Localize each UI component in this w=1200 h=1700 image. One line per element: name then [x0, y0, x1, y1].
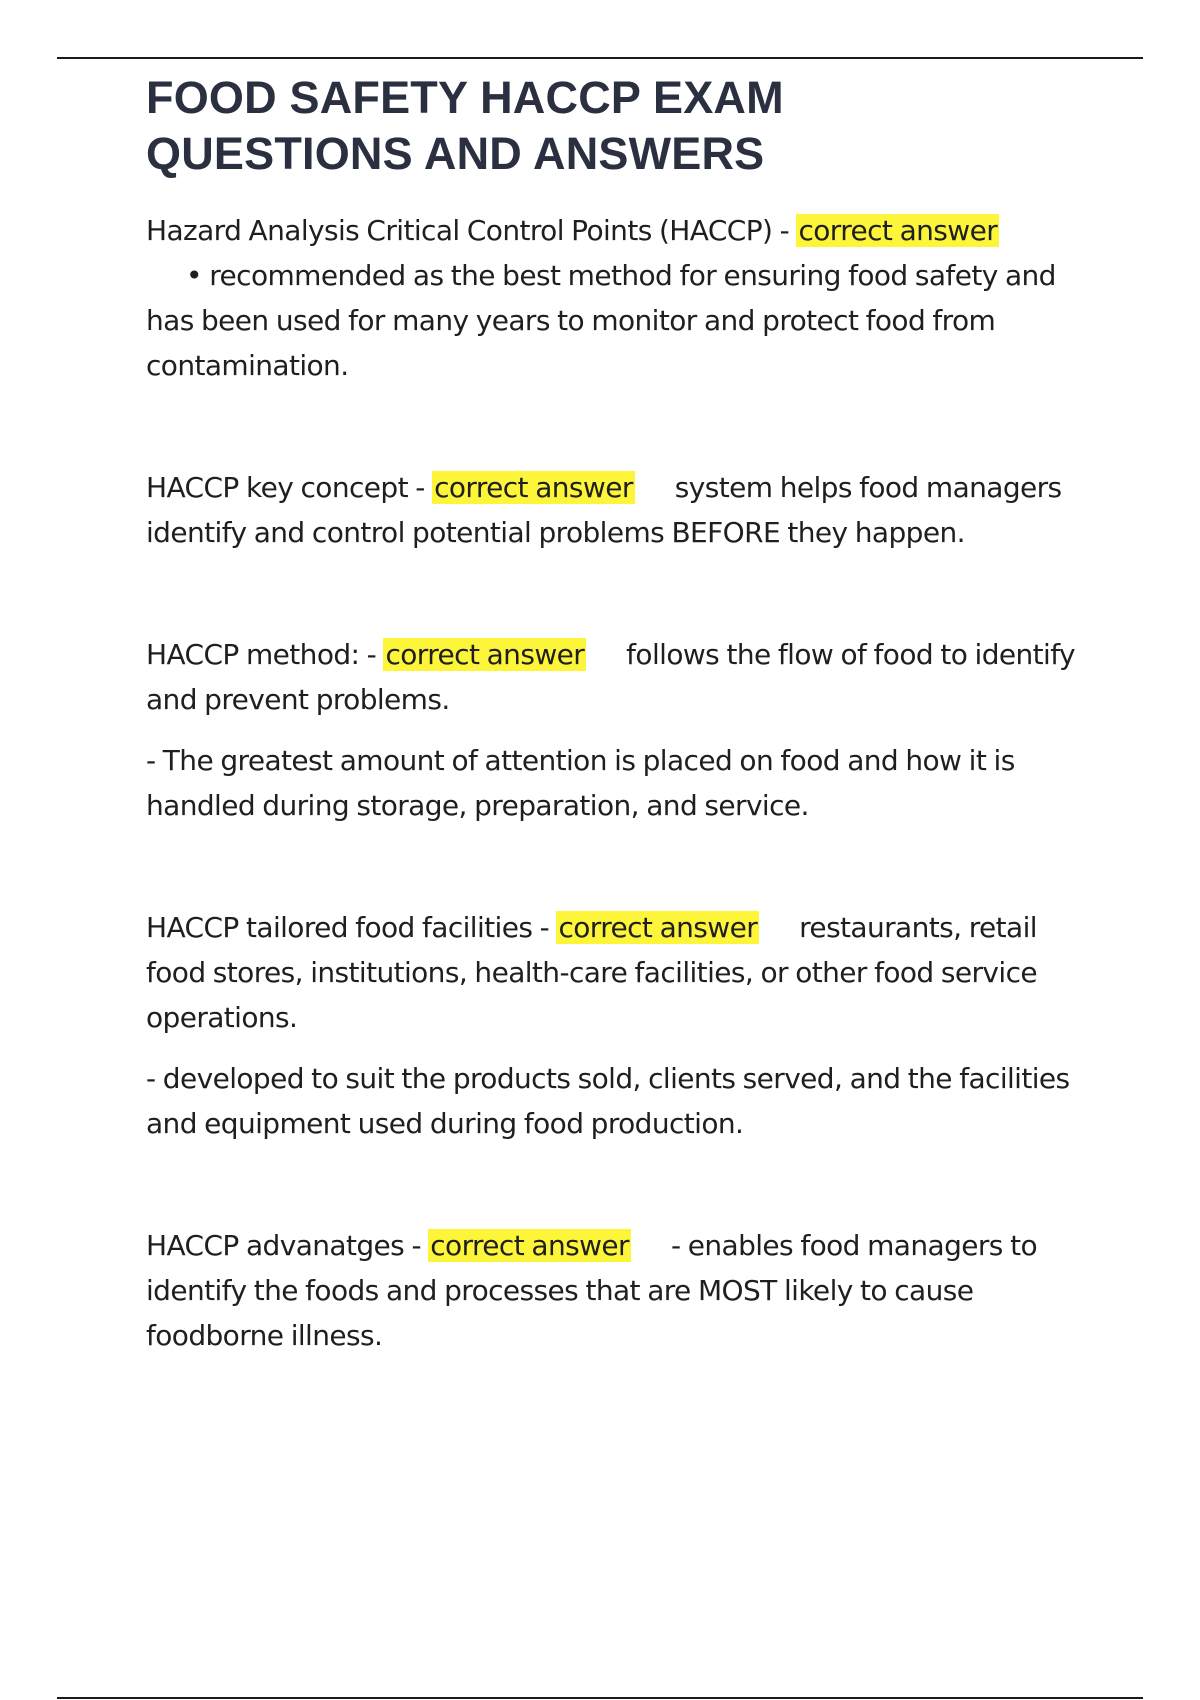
- title-line-2: QUESTIONS AND ANSWERS: [146, 128, 765, 179]
- qa-answer: recommended as the best method for ensuring food safety and has been used for many years to monitor and protect food from contamination.: [146, 259, 1056, 382]
- qa-answer: restaurants, retail food stores, institutions, health-care facilities, or other food service operations.: [146, 911, 1037, 1034]
- document-title: [146, 70, 1096, 182]
- qa-item-5-text: [146, 1223, 1096, 1358]
- separator: -: [407, 471, 433, 504]
- qa-item-1: [146, 208, 1096, 388]
- qa-item-1-text: [146, 208, 1096, 388]
- correct-answer-highlight: correct answer: [558, 911, 758, 944]
- correct-answer-highlight: correct answer: [385, 638, 585, 671]
- qa-answer: - enables food managers to identify the foods and processes that are MOST likely to cause foodborne illness.: [146, 1229, 1037, 1352]
- correct-answer-highlight: correct answer: [430, 1229, 629, 1262]
- separator: -: [359, 638, 384, 671]
- qa-term: Hazard Analysis Critical Control Points (HACCP): [146, 214, 773, 247]
- correct-answer-highlight: correct answer: [434, 471, 633, 504]
- separator: -: [772, 214, 797, 247]
- qa-term: HACCP advanatges: [146, 1229, 405, 1262]
- qa-item-5: [146, 1223, 1096, 1358]
- qa-item-4-extra: - developed to suit the products sold, clients served, and the facilities and equipment used during food production.: [146, 1062, 1070, 1140]
- qa-item-2: [146, 465, 1096, 555]
- qa-item-4: [146, 905, 1096, 1146]
- qa-answer: system helps food managers identify and control potential problems BEFORE they happen.: [146, 471, 1062, 549]
- document-body: [146, 70, 1096, 1358]
- separator: -: [404, 1229, 429, 1262]
- qa-item-3-text: [146, 632, 1096, 722]
- qa-item-3: [146, 632, 1096, 828]
- qa-answer: follows the flow of food to identify and prevent problems.: [146, 638, 1075, 716]
- title-line-1: FOOD SAFETY HACCP EXAM: [146, 72, 784, 123]
- qa-term: HACCP key concept: [146, 471, 408, 504]
- bottom-rule: [57, 1697, 1143, 1699]
- correct-answer-highlight: correct answer: [798, 214, 998, 247]
- qa-term: HACCP tailored food facilities: [146, 911, 533, 944]
- bullet-icon: •: [186, 259, 202, 292]
- separator: -: [532, 911, 557, 944]
- qa-item-4-text: [146, 905, 1096, 1040]
- qa-term: HACCP method:: [146, 638, 360, 671]
- qa-item-2-text: [146, 465, 1096, 555]
- qa-item-3-extra: - The greatest amount of attention is placed on food and how it is handled during storage, preparation, and service.: [146, 744, 1015, 822]
- top-rule: [57, 57, 1143, 59]
